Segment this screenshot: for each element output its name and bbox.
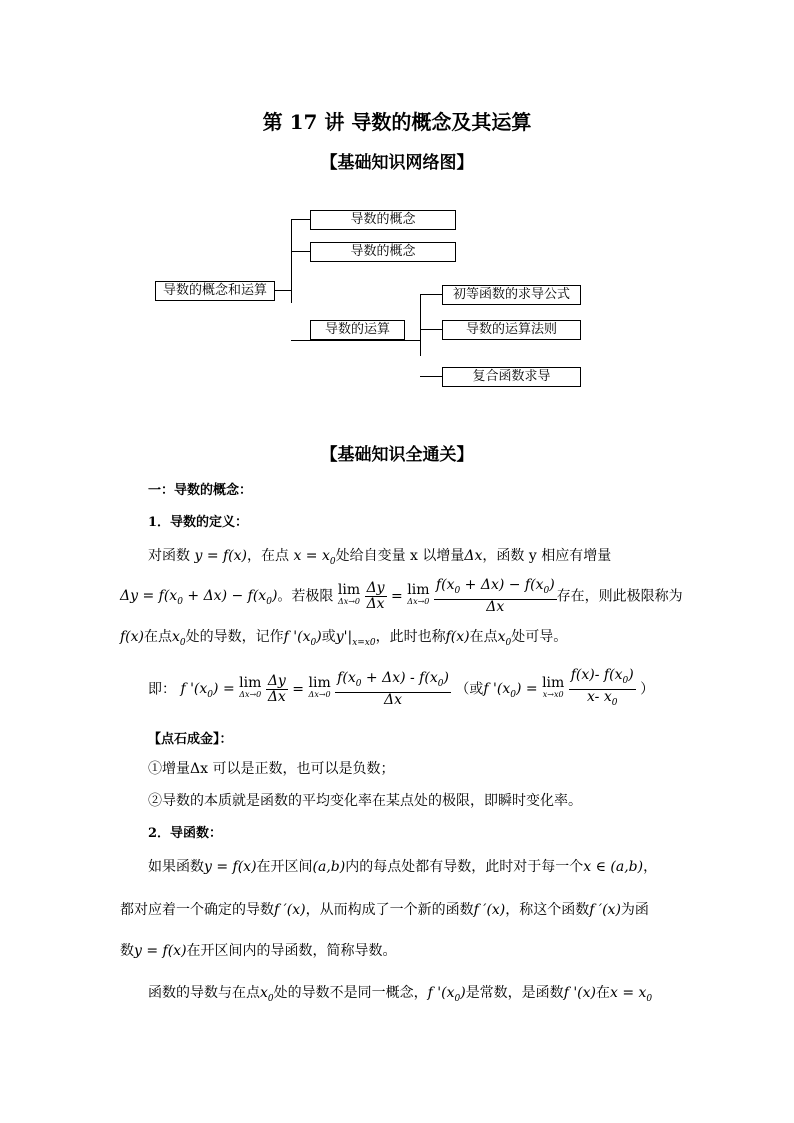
fraction: $\frac{\Delta y}{\Delta x}$ [267,672,286,705]
formula: $x = x_0$ [293,548,336,567]
limit-symbol: lim x→x0 [542,675,565,700]
tips-heading: 【点石成金】： [148,732,233,747]
text: 处的导数，记作 [185,629,284,645]
formula: f(x) [445,629,470,645]
text: ，在点 [247,548,289,564]
formula: f ′(x) [473,902,506,918]
formula: $\Delta y = f(x_0 + \Delta x) - f(x_0)$ [120,588,278,608]
text: 是常数，是函数 [465,985,564,1001]
connector [420,376,442,377]
connector [291,219,292,303]
text: ，从而构成了一个新的函数 [305,902,474,918]
connector [420,329,442,330]
connector [291,340,421,341]
formula: y = f(x) [204,859,257,875]
page-title: 第 17 讲 导数的概念及其运算 [262,110,532,134]
text: 在开区间 [256,859,313,875]
text: 内的每点处都有导数，此时对于每一个 [345,859,584,875]
formula: f ′(x) [274,902,306,918]
section-heading: 一：导数的概念： [148,483,253,498]
text: ，称这个函数 [505,902,590,918]
formula: $x_0$ [260,985,274,1004]
connector [274,290,291,291]
definition-line-2: $\Delta y = f(x_0 + \Delta x) - f(x_0)$。若极限 lim Δx→0 $\frac{\Delta y}{\Delta x}$ = lim Δx→0 $\frac{f(x_0 + \Delta x) - f(x_0)}{\Delta x}$ 存在，则此极限称为 [120,577,683,615]
diagram-node-concept-b: 导数的概念 [310,242,456,262]
formula: f '$(x_0)$ [283,629,322,648]
text: 在开区间内的导函数，简称导数。 [186,943,397,959]
formula: $y'|_{x=x0}$ [335,629,376,648]
text: 处可导。 [511,629,568,645]
fraction: $\frac{\Delta y}{\Delta x}$ [366,579,385,612]
connector [420,294,421,356]
formula: f ′(x) [589,902,621,918]
tip-item: ②导数的本质就是函数的平均变化率在某点处的极限，即瞬时变化率。 [148,793,582,809]
subsection-heading: 2．导函数： [148,826,223,841]
definition-equation: 即： f '$(x_0)$ = lim Δx→0 $\frac{\Delta y}{\Delta x}$ = lim Δx→0 $\frac{f(x_0 + \Delta x) - f(x_0)}{\Delta x}$ （或f '$(x_0)$ = lim x→x0 $\frac{f(x)- f(x_0)}{x- x_0}$ ） [148,668,654,711]
formula: x ∈ (a,b) [583,859,644,875]
text: 都对应着一个确定的导数 [120,902,274,918]
derivative-line-4 [148,982,652,1004]
text: 在点 [144,629,173,645]
connector [291,251,310,252]
fraction: $\frac{f(x)- f(x_0)}{x- x_0}$ [570,667,634,708]
fraction: $\frac{f(x_0 + \Delta x) - f(x_0)}{\Delta x}$ [435,577,555,615]
text: ） [640,681,655,698]
text: 数 [120,943,134,959]
text: 对函数 [148,548,190,564]
definition-line-3 [120,626,567,648]
derivative-line-2 [120,899,649,919]
text: 即： [148,681,176,698]
diagram-node-concept-a: 导数的概念 [310,210,456,230]
limit-symbol: lim Δx→0 [239,675,262,700]
text: 为函 [620,902,649,918]
diagram-node-rules: 导数的运算法则 [442,320,581,340]
formula: (a,b) [312,859,346,875]
connector [291,219,310,220]
text: 存在，则此极限称为 [556,588,683,605]
formula: f '$(x_0)$ [427,985,466,1004]
formula: f '$(x_0)$ = [180,681,240,701]
tip-item: ①增量Δx 可以是正数，也可以是负数； [148,761,395,777]
text: 在 [596,985,610,1001]
text: 处给自变量 x 以增量 [335,548,465,564]
formula: $x = x_0$ [610,985,653,1004]
text: ，函数 y 相应有增量 [482,548,612,564]
formula: $x_0$ [497,629,512,648]
text: 函数的导数与在点 [148,985,260,1001]
formula: f '(x) [563,985,596,1001]
diagram-root-node: 导数的概念和运算 [155,281,275,301]
formula: f(x) [120,629,145,645]
diagram-node-composite: 复合函数求导 [442,367,581,387]
text: 处的导数不是同一概念， [273,985,428,1001]
text: ，此时也称 [375,629,446,645]
limit-symbol: lim Δx→0 [337,582,361,607]
limit-symbol: lim Δx→0 [308,675,331,700]
connector [420,294,442,295]
diagram-heading: 【基础知识网络图】 [320,153,474,173]
formula: $x_0$ [172,629,186,648]
limit-symbol: lim Δx→0 [407,582,430,607]
diagram-node-ops: 导数的运算 [310,320,405,340]
diagram-node-formula: 初等函数的求导公式 [442,285,581,305]
formula: Δx [464,548,483,564]
subsection-heading: 1．导数的定义： [148,515,249,530]
derivative-line-3 [120,940,397,960]
text: ， [643,859,658,875]
text: 或 [321,629,336,645]
text: 。若极限 [277,588,334,605]
fraction: $\frac{f(x_0 + \Delta x) - f(x_0)}{\Delta x}$ [337,669,449,708]
formula: y = f(x) [194,548,247,564]
definition-line-1 [148,545,611,567]
text: （或 [455,681,484,698]
formula: f '$(x_0)$ = [483,681,543,701]
text: 如果函数 [148,859,204,875]
text: 在点 [469,629,498,645]
knowledge-heading: 【基础知识全通关】 [320,445,474,465]
formula: y = f(x) [134,943,187,959]
derivative-line-1 [148,856,657,876]
